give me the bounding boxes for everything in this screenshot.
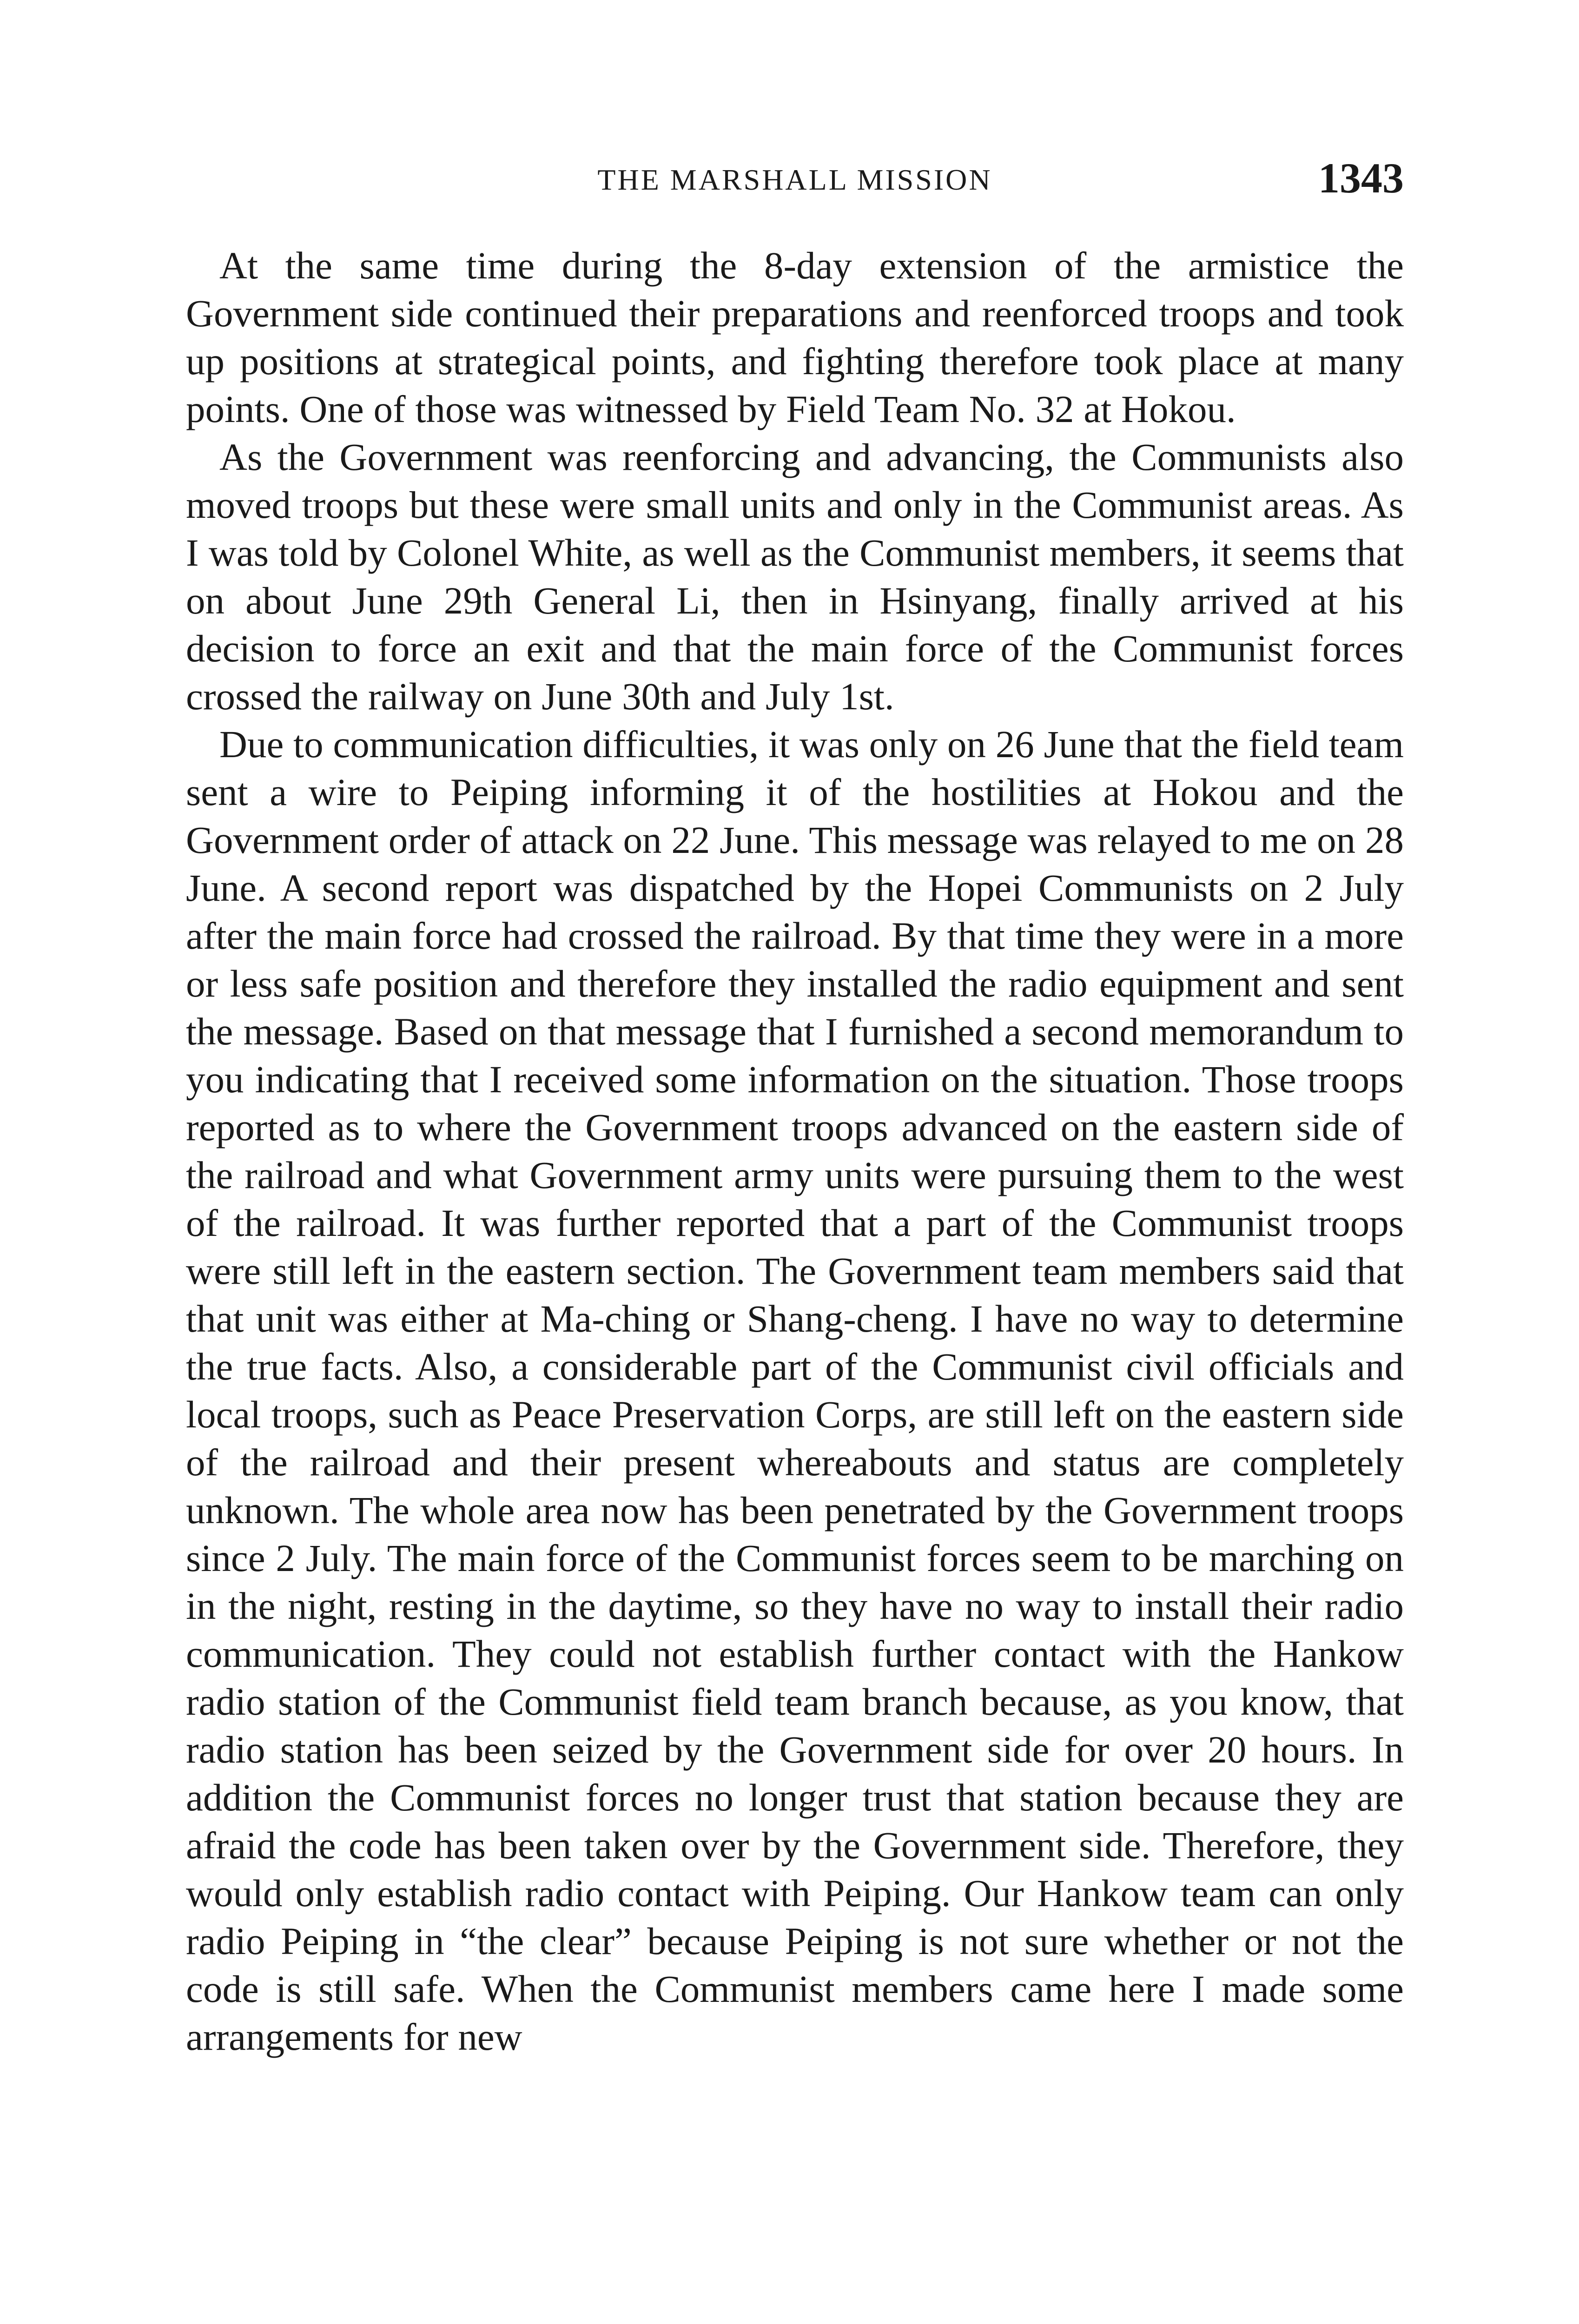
running-title: THE MARSHALL MISSION [597, 163, 992, 196]
page-number: 1343 [1318, 154, 1404, 202]
body-text [186, 242, 1404, 2061]
paragraph-communication-difficulties: Due to communication difficulties, it was only on 26 June that the field team sent a wire to Peiping informing it of the hostilities at Hokou and the Government order of attack on 22 June. This message was relayed to me on 28 June. A second report was dispatched by the Hopei Communists on 2 July after the main force had crossed the railroad. By that time they were in a more or less safe position and therefore they installed the radio equipment and sent the message. Based on that message that I furnished a second memorandum to you indicating that I received some information on the situation. Those troops reported as to where the Government troops advanced on the eastern side of the railroad and what Government army units were pursuing them to the west of the railroad. It was further reported that a part of the Communist troops were still left in the eastern section. The Government team members said that that unit was either at Ma-ching or Shang-cheng. I have no way to determine the true facts. Also, a considerable part of the Communist civil officials and local troops, such as Peace Preservation Corps, are still left on the eastern side of the railroad and their present whereabouts and status are completely unknown. The whole area now has been penetrated by the Government troops since 2 July. The main force of the Communist forces seem to be marching on in the night, resting in the daytime, so they have no way to install their radio communication. They could not establish further contact with the Hankow radio station of the Communist field team branch because, as you know, that radio station has been seized by the Government side for over 20 hours. In addition the Communist forces no longer trust that station because they are afraid the code has been taken over by the Government side. Therefore, they would only establish radio contact with Peiping. Our Hankow team can only radio Peiping in “the clear” because Peiping is not sure whether or not the code is still safe. When the Communist members came here I made some arrangements for new [186, 723, 1404, 2058]
paragraph-armistice-extension: At the same time during the 8-day extension of the armistice the Government side continued their preparations and reenforced troops and took up positions at strategical points, and fighting therefore took place at many points. One of those was witnessed by Field Team No. 32 at Hokou. [186, 244, 1404, 430]
paragraph-communist-movement: As the Government was reenforcing and advancing, the Communists also moved troops but these were small units and only in the Communist areas. As I was told by Colonel White, as well as the Communist members, it seems that on about June 29th General Li, then in Hsinyang, finally arrived at his decision to force an exit and that the main force of the Communist forces crossed the railway on June 30th and July 1st. [186, 436, 1404, 718]
document-page [186, 153, 1404, 2061]
running-head [186, 153, 1404, 214]
